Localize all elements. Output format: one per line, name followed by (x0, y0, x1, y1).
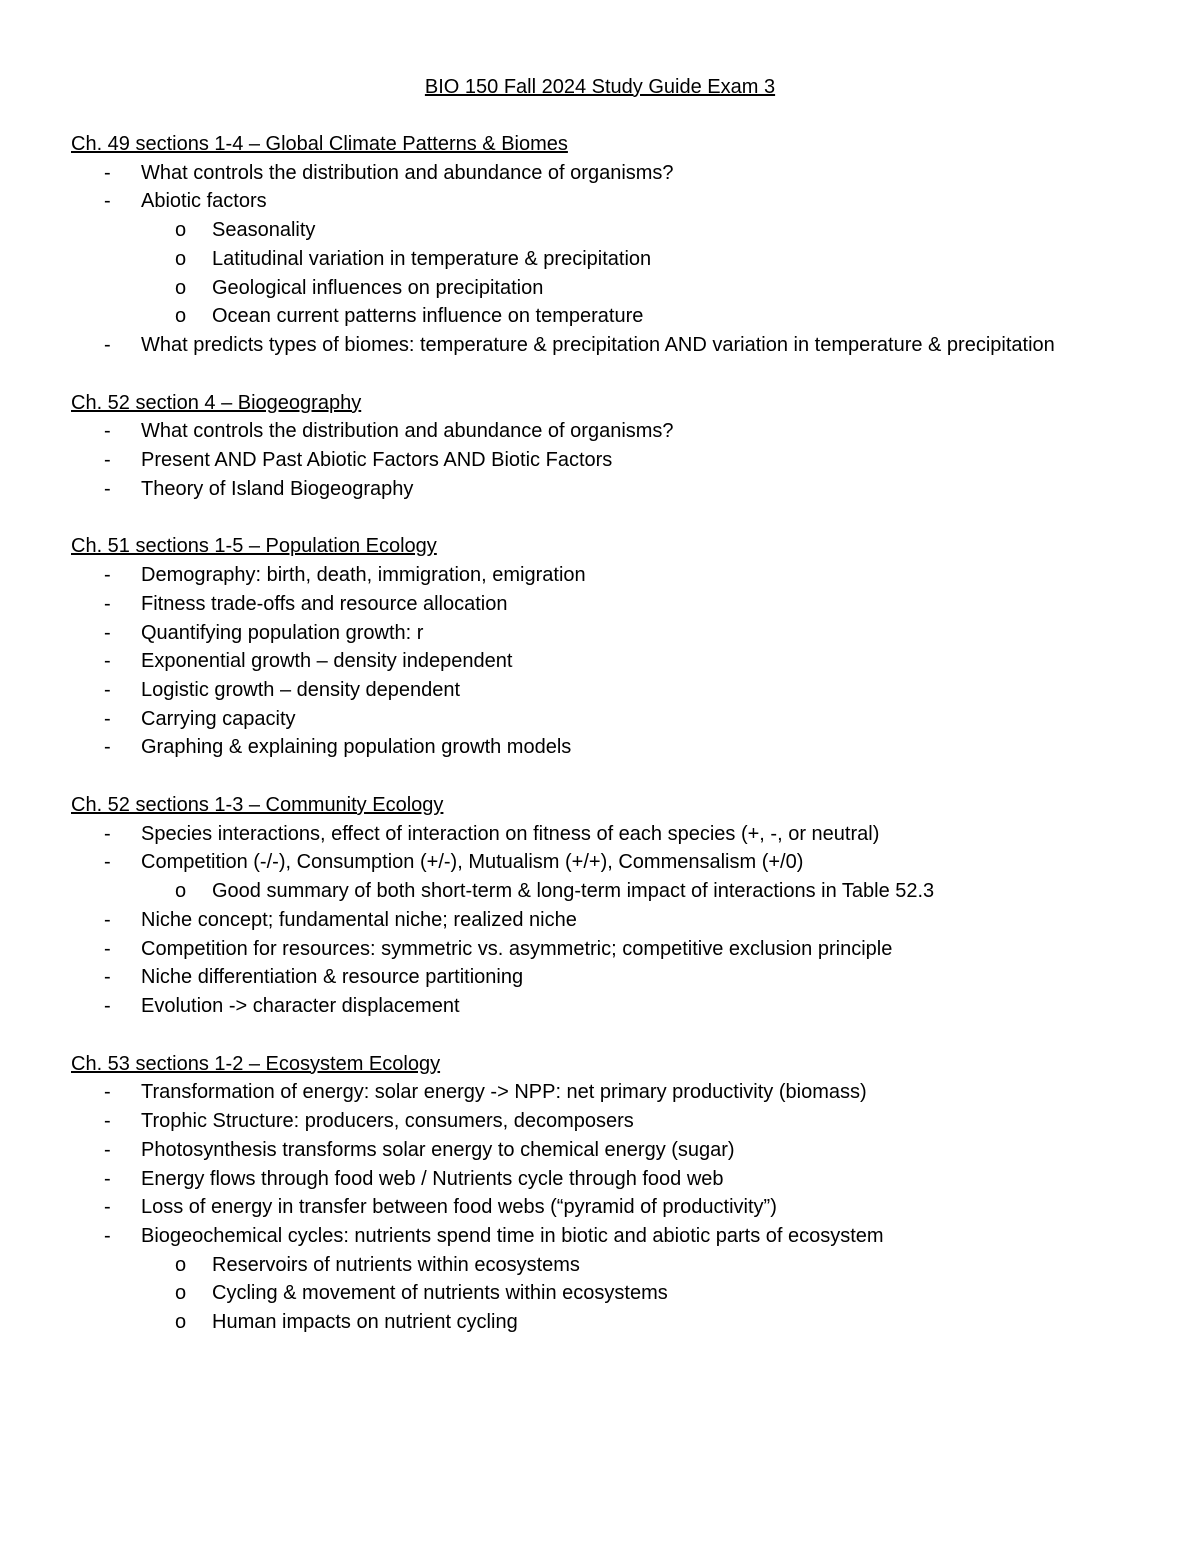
topic-text: Theory of Island Biogeography (141, 477, 414, 500)
topic-text: Species interactions, effect of interaction on fitness of each species (+, -, or neutral) (141, 822, 880, 845)
chapter-section (71, 130, 1131, 360)
subtopic-text: Cycling & movement of nutrients within ecosystems (212, 1282, 668, 1305)
circle-bullet-icon: o (175, 1253, 187, 1276)
subtopic-item (71, 302, 1131, 331)
section-heading: Ch. 49 sections 1-4 – Global Climate Patterns & Biomes (71, 133, 568, 155)
subtopic-item (71, 245, 1131, 274)
topic-text: What predicts types of biomes: temperature & precipitation AND variation in temperature & precipitation (141, 333, 1055, 356)
topic-text: What controls the distribution and abundance of organisms? (141, 420, 674, 443)
section-heading: Ch. 53 sections 1-2 – Ecosystem Ecology (71, 1052, 441, 1075)
topic-item (71, 820, 1131, 849)
dash-bullet-icon: - (104, 822, 111, 845)
topic-text: Biogeochemical cycles: nutrients spend time in biotic and abiotic parts of ecosystem (141, 1224, 884, 1247)
dash-bullet-icon: - (104, 650, 111, 673)
topic-text: Transformation of energy: solar energy -> NPP: net primary productivity (biomass) (141, 1081, 867, 1104)
topic-item (71, 992, 1131, 1021)
subtopic-item (71, 216, 1131, 245)
subtopic-text: Human impacts on nutrient cycling (212, 1311, 518, 1334)
topic-text: Niche differentiation & resource partitioning (141, 966, 524, 989)
section-heading: Ch. 51 sections 1-5 – Population Ecology (71, 535, 437, 558)
topic-item (71, 935, 1131, 964)
topic-item (71, 676, 1131, 705)
topic-text: Evolution -> character displacement (141, 994, 460, 1017)
topic-list (71, 820, 1131, 1021)
subtopic-list (141, 877, 1131, 906)
topic-list (71, 417, 1131, 503)
dash-bullet-icon: - (104, 190, 111, 213)
chapter-section (71, 389, 1131, 504)
topic-text: Trophic Structure: producers, consumers, decomposers (141, 1110, 634, 1133)
dash-bullet-icon: - (104, 333, 111, 356)
circle-bullet-icon: o (175, 219, 187, 242)
topic-text: Loss of energy in transfer between food webs (“pyramid of productivity”) (141, 1196, 777, 1219)
topic-item (71, 1078, 1131, 1107)
topic-text: What controls the distribution and abundance of organisms? (141, 161, 674, 184)
topic-item (71, 1222, 1131, 1337)
topic-item (71, 1165, 1131, 1194)
topic-text: Present AND Past Abiotic Factors AND Biotic Factors (141, 449, 613, 472)
dash-bullet-icon: - (104, 564, 111, 587)
topic-item (71, 159, 1131, 188)
subtopic-text: Geological influences on precipitation (212, 276, 544, 299)
circle-bullet-icon: o (175, 247, 187, 270)
circle-bullet-icon: o (175, 276, 187, 299)
topic-text: Graphing & explaining population growth models (141, 736, 572, 759)
dash-bullet-icon: - (104, 1167, 111, 1190)
dash-bullet-icon: - (104, 420, 111, 443)
dash-bullet-icon: - (104, 937, 111, 960)
subtopic-item (71, 274, 1131, 303)
topic-text: Quantifying population growth: r (141, 621, 424, 644)
dash-bullet-icon: - (104, 161, 111, 184)
dash-bullet-icon: - (104, 966, 111, 989)
dash-bullet-icon: - (104, 1196, 111, 1219)
circle-bullet-icon: o (175, 1282, 187, 1305)
topic-text: Abiotic factors (141, 190, 267, 213)
chapter-section (71, 1050, 1131, 1337)
topic-item (71, 475, 1131, 504)
chapter-section (71, 532, 1131, 762)
topic-item (71, 331, 1131, 360)
dash-bullet-icon: - (104, 678, 111, 701)
topic-list (71, 1078, 1131, 1336)
circle-bullet-icon: o (175, 1311, 187, 1334)
subtopic-text: Good summary of both short-term & long-term impact of interactions in Table 52.3 (212, 880, 935, 903)
circle-bullet-icon: o (175, 305, 187, 328)
topic-item (71, 561, 1131, 590)
subtopic-text: Latitudinal variation in temperature & precipitation (212, 247, 652, 270)
topic-item (71, 619, 1131, 648)
topic-text: Energy flows through food web / Nutrients cycle through food web (141, 1167, 724, 1190)
dash-bullet-icon: - (104, 908, 111, 931)
study-guide-sections (71, 130, 1131, 1366)
topic-text: Niche concept; fundamental niche; realized niche (141, 908, 577, 931)
dash-bullet-icon: - (104, 851, 111, 874)
dash-bullet-icon: - (104, 1110, 111, 1133)
topic-text: Fitness trade-offs and resource allocation (141, 592, 508, 615)
section-heading: Ch. 52 section 4 – Biogeography (71, 391, 362, 414)
dash-bullet-icon: - (104, 1081, 111, 1104)
topic-item (71, 647, 1131, 676)
topic-list (71, 561, 1131, 762)
topic-item (71, 705, 1131, 734)
topic-item (71, 417, 1131, 446)
topic-item (71, 1193, 1131, 1222)
topic-item (71, 1136, 1131, 1165)
subtopic-text: Seasonality (212, 219, 316, 242)
topic-text: Competition for resources: symmetric vs. asymmetric; competitive exclusion principle (141, 937, 893, 960)
section-heading: Ch. 52 sections 1-3 – Community Ecology (71, 794, 444, 817)
topic-item (71, 1107, 1131, 1136)
dash-bullet-icon: - (104, 592, 111, 615)
subtopic-list (141, 1251, 1131, 1337)
dash-bullet-icon: - (104, 994, 111, 1017)
topic-text: Carrying capacity (141, 707, 296, 730)
dash-bullet-icon: - (104, 707, 111, 730)
topic-item (71, 446, 1131, 475)
dash-bullet-icon: - (104, 736, 111, 759)
topic-text: Competition (-/-), Consumption (+/-), Mutualism (+/+), Commensalism (+/0) (141, 851, 804, 874)
subtopic-text: Reservoirs of nutrients within ecosystems (212, 1253, 580, 1276)
topic-item (71, 590, 1131, 619)
topic-text: Logistic growth – density dependent (141, 678, 461, 701)
subtopic-text: Ocean current patterns influence on temperature (212, 305, 644, 328)
dash-bullet-icon: - (104, 621, 111, 644)
dash-bullet-icon: - (104, 477, 111, 500)
topic-item (71, 963, 1131, 992)
dash-bullet-icon: - (104, 1138, 111, 1161)
chapter-section (71, 791, 1131, 1021)
subtopic-list (141, 216, 1131, 331)
topic-text: Demography: birth, death, immigration, emigration (141, 564, 586, 587)
document-title: BIO 150 Fall 2024 Study Guide Exam 3 (424, 76, 776, 98)
topic-item (71, 848, 1131, 905)
circle-bullet-icon: o (175, 880, 187, 903)
subtopic-item (71, 877, 1131, 906)
subtopic-item (71, 1308, 1131, 1337)
subtopic-item (71, 1279, 1131, 1308)
topic-list (71, 159, 1131, 360)
topic-text: Photosynthesis transforms solar energy to chemical energy (sugar) (141, 1138, 735, 1161)
dash-bullet-icon: - (104, 1224, 111, 1247)
topic-item (71, 906, 1131, 935)
topic-text: Exponential growth – density independent (141, 650, 513, 673)
dash-bullet-icon: - (104, 449, 111, 472)
topic-item (71, 733, 1131, 762)
topic-item (71, 187, 1131, 331)
subtopic-item (71, 1251, 1131, 1280)
